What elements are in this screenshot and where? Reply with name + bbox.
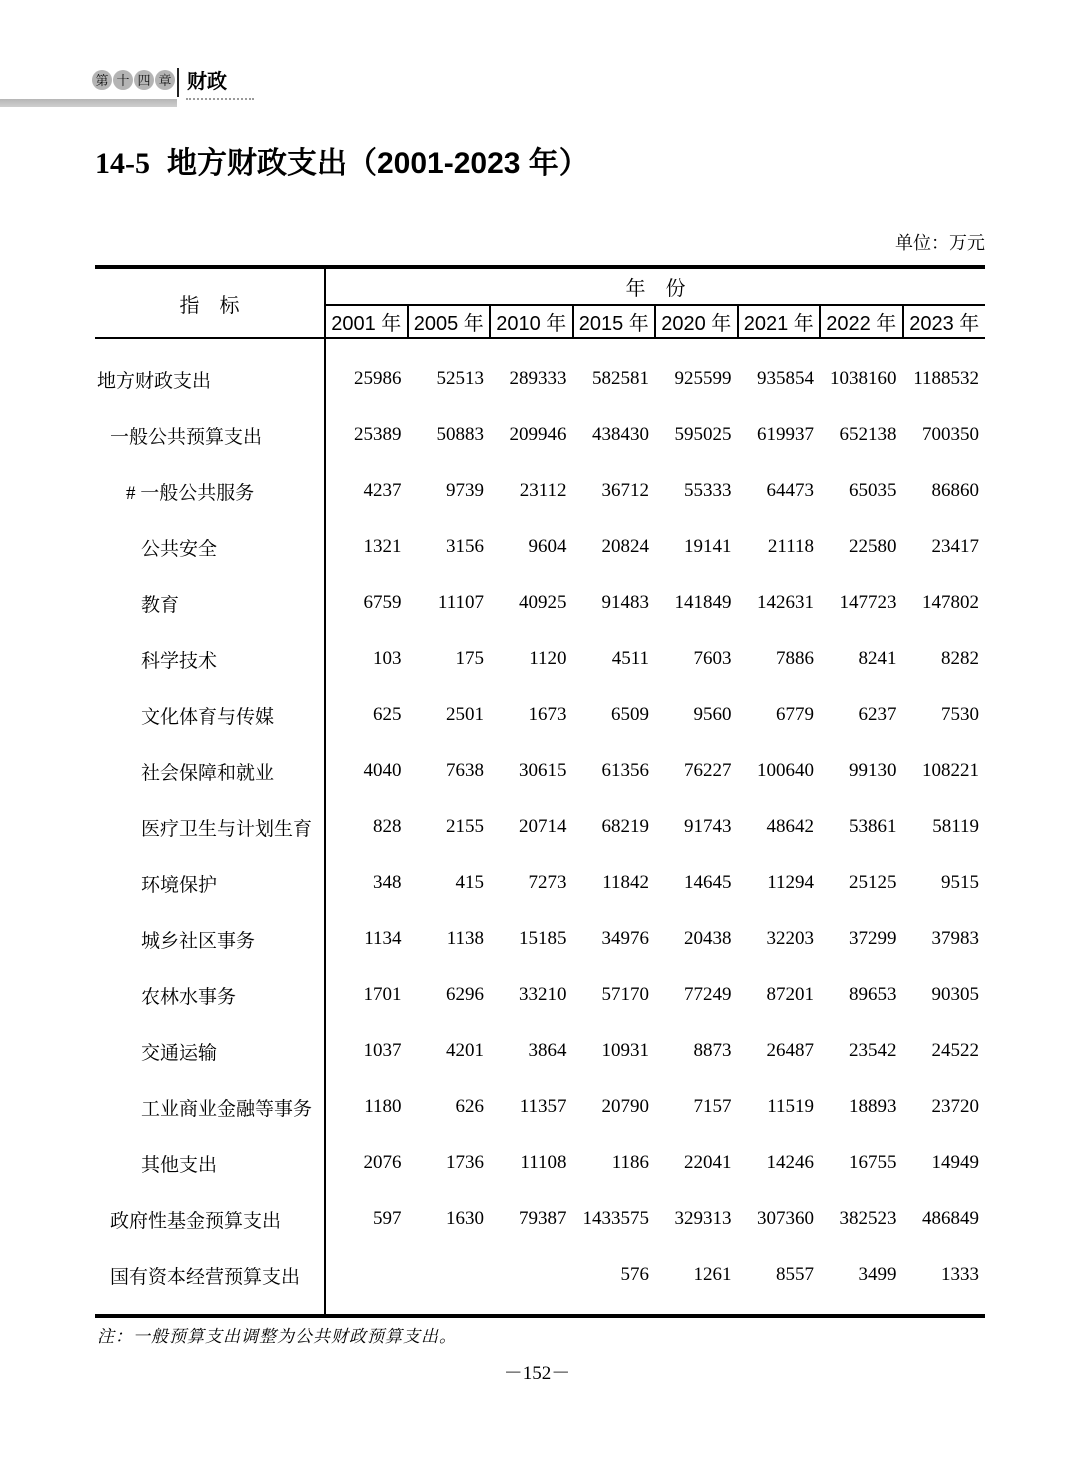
cell-value: 7273 — [528, 872, 567, 893]
cell-value: 1630 — [446, 1208, 484, 1229]
table-row — [95, 631, 985, 687]
cell-value: 3864 — [528, 1040, 567, 1061]
cell-value: 1188532 — [913, 368, 979, 389]
cell-value: 2155 — [446, 816, 484, 837]
table-row — [95, 1191, 985, 1247]
cell-value: 11108 — [520, 1152, 567, 1173]
row-label: 公共安全 — [95, 519, 325, 575]
cell-value: 175 — [455, 648, 484, 669]
cell-value: 57170 — [601, 984, 649, 1005]
cell-value: 582581 — [592, 368, 649, 389]
cell-value: 597 — [373, 1208, 402, 1229]
table-row — [95, 855, 985, 911]
cell-value: 209946 — [509, 424, 567, 445]
cell-value: 4237 — [363, 480, 402, 501]
cell-value: 925599 — [674, 368, 732, 389]
row-label: 城乡社区事务 — [95, 911, 325, 967]
cell-value: 3499 — [858, 1264, 897, 1285]
cell-value: 21118 — [767, 536, 814, 557]
cell-value: 1433575 — [582, 1208, 649, 1229]
cell-value: 9604 — [528, 536, 567, 557]
cell-value: 8557 — [776, 1264, 814, 1285]
cell-value: 329313 — [674, 1208, 732, 1229]
table-row — [95, 1247, 985, 1303]
cell-value: 11519 — [767, 1096, 814, 1117]
cell-value: 91483 — [601, 592, 649, 613]
cell-value: 1186 — [611, 1152, 649, 1173]
cell-value: 52513 — [436, 368, 484, 389]
row-label: # 一般公共服务 — [95, 463, 325, 519]
cell-value: 141849 — [674, 592, 732, 613]
cell-value: 625 — [373, 704, 402, 725]
cell-value: 108221 — [922, 760, 979, 781]
cell-value: 25389 — [354, 424, 402, 445]
table-row — [95, 967, 985, 1023]
cell-value: 19141 — [684, 536, 732, 557]
cell-value: 16755 — [849, 1152, 897, 1173]
cell-value: 3156 — [446, 536, 484, 557]
cell-value — [325, 1247, 408, 1303]
cell-value: 6759 — [363, 592, 402, 613]
cell-value: 8873 — [693, 1040, 732, 1061]
cell-value: 32203 — [766, 928, 814, 949]
cell-value: 9515 — [941, 872, 979, 893]
header-divider — [177, 68, 179, 97]
year-column-header: 2005 年 — [408, 305, 491, 338]
cell-value: 1673 — [528, 704, 567, 725]
cell-value: 595025 — [674, 424, 732, 445]
year-column-header: 2022 年 — [820, 305, 903, 338]
cell-value: 25125 — [849, 872, 897, 893]
cell-value: 2501 — [446, 704, 484, 725]
row-label: 工业商业金融等事务 — [95, 1079, 325, 1135]
cell-value: 8282 — [941, 648, 979, 669]
table-row — [95, 1079, 985, 1135]
row-label: 交通运输 — [95, 1023, 325, 1079]
table-row — [95, 687, 985, 743]
row-label: 教育 — [95, 575, 325, 631]
table-row — [95, 799, 985, 855]
chapter-badge-char: 十 — [113, 70, 133, 90]
cell-value: 36712 — [601, 480, 649, 501]
row-label: 社会保障和就业 — [95, 743, 325, 799]
cell-value: 10931 — [601, 1040, 649, 1061]
cell-value: 626 — [455, 1096, 484, 1117]
cell-value: 37983 — [931, 928, 979, 949]
cell-value: 7638 — [446, 760, 484, 781]
cell-value: 11357 — [519, 1096, 567, 1117]
cell-value: 6237 — [858, 704, 897, 725]
header-row-group — [95, 267, 985, 305]
cell-value: 1701 — [363, 984, 402, 1005]
cell-value: 55333 — [684, 480, 732, 501]
cell-value: 37299 — [849, 928, 897, 949]
cell-value: 14949 — [931, 1152, 979, 1173]
cell-value: 25986 — [354, 368, 402, 389]
year-column-header: 2010 年 — [490, 305, 573, 338]
cell-value: 1038160 — [830, 368, 897, 389]
cell-value: 23542 — [849, 1040, 897, 1061]
cell-value: 20790 — [601, 1096, 649, 1117]
chapter-header-bar — [0, 99, 177, 107]
table-row — [95, 351, 985, 407]
cell-value: 20824 — [601, 536, 649, 557]
cell-value: 9560 — [693, 704, 732, 725]
cell-value: 26487 — [766, 1040, 814, 1061]
section-label: 财政 — [187, 71, 227, 93]
year-column-header: 2021 年 — [738, 305, 821, 338]
row-label: 政府性基金预算支出 — [95, 1191, 325, 1247]
table-number: 14-5 — [95, 147, 150, 180]
table-row — [95, 463, 985, 519]
chapter-badge-char: 四 — [134, 70, 154, 90]
cell-value: 289333 — [509, 368, 567, 389]
cell-value: 11842 — [602, 872, 649, 893]
cell-value: 40925 — [519, 592, 567, 613]
cell-value: 6779 — [776, 704, 814, 725]
cell-value: 14246 — [766, 1152, 814, 1173]
cell-value: 7530 — [941, 704, 979, 725]
cell-value: 8241 — [858, 648, 897, 669]
cell-value: 700350 — [922, 424, 979, 445]
cell-value: 87201 — [766, 984, 814, 1005]
cell-value: 103 — [373, 648, 402, 669]
cell-value: 147723 — [839, 592, 897, 613]
cell-value: 68219 — [601, 816, 649, 837]
cell-value: 48642 — [766, 816, 814, 837]
row-label: 其他支出 — [95, 1135, 325, 1191]
table-row — [95, 519, 985, 575]
page-title — [95, 146, 589, 182]
row-label: 环境保护 — [95, 855, 325, 911]
cell-value: 100640 — [757, 760, 814, 781]
table-row — [95, 743, 985, 799]
cell-value: 1261 — [693, 1264, 732, 1285]
cell-value: 576 — [620, 1264, 649, 1285]
cell-value: 65035 — [849, 480, 897, 501]
cell-value: 348 — [373, 872, 402, 893]
cell-value: 4040 — [363, 760, 402, 781]
cell-value: 619937 — [757, 424, 814, 445]
cell-value: 652138 — [839, 424, 897, 445]
cell-value: 486849 — [922, 1208, 979, 1229]
cell-value: 4511 — [611, 648, 649, 669]
cell-value: 20714 — [519, 816, 567, 837]
table-row — [95, 911, 985, 967]
cell-value: 23720 — [931, 1096, 979, 1117]
spacer-row — [95, 1303, 985, 1316]
cell-value: 79387 — [519, 1208, 567, 1229]
year-column-header: 2020 年 — [655, 305, 738, 338]
row-label: 地方财政支出 — [95, 351, 325, 407]
cell-value: 6296 — [446, 984, 484, 1005]
cell-value: 1134 — [364, 928, 402, 949]
year-group-header: 年 份 — [325, 267, 985, 305]
row-label: 国有资本经营预算支出 — [95, 1247, 325, 1303]
cell-value: 4201 — [446, 1040, 484, 1061]
cell-value: 7886 — [776, 648, 814, 669]
cell-value: 9739 — [446, 480, 484, 501]
row-label: 医疗卫生与计划生育 — [95, 799, 325, 855]
cell-value: 415 — [455, 872, 484, 893]
cell-value: 30615 — [519, 760, 567, 781]
year-column-header: 2023 年 — [903, 305, 986, 338]
chapter-badge — [92, 70, 175, 94]
cell-value: 15185 — [519, 928, 567, 949]
cell-value: 99130 — [849, 760, 897, 781]
cell-value: 6509 — [611, 704, 649, 725]
cell-value: 1120 — [529, 648, 567, 669]
cell-value: 828 — [373, 816, 402, 837]
cell-value: 91743 — [684, 816, 732, 837]
cell-value — [408, 1247, 491, 1303]
cell-value: 11294 — [767, 872, 814, 893]
cell-value: 23417 — [931, 536, 979, 557]
cell-value — [490, 1247, 573, 1303]
row-label: 农林水事务 — [95, 967, 325, 1023]
fiscal-expenditure-table — [95, 265, 985, 1318]
indicator-column-header: 指 标 — [95, 267, 325, 338]
cell-value: 307360 — [757, 1208, 814, 1229]
cell-value: 1037 — [363, 1040, 402, 1061]
cell-value: 7603 — [693, 648, 732, 669]
cell-value: 11107 — [437, 592, 484, 613]
cell-value: 2076 — [363, 1152, 402, 1173]
unit-label: 单位：万元 — [895, 233, 985, 253]
table-row — [95, 407, 985, 463]
cell-value: 18893 — [849, 1096, 897, 1117]
cell-value: 34976 — [601, 928, 649, 949]
chapter-badge-char: 章 — [155, 70, 175, 90]
cell-value: 61356 — [601, 760, 649, 781]
cell-value: 1736 — [446, 1152, 484, 1173]
cell-value: 147802 — [922, 592, 979, 613]
chapter-badge-char: 第 — [92, 70, 112, 90]
cell-value: 33210 — [519, 984, 567, 1005]
cell-value: 14645 — [684, 872, 732, 893]
cell-value: 86860 — [931, 480, 979, 501]
footnote: 注：一般预算支出调整为公共财政预算支出。 — [97, 1327, 457, 1346]
cell-value: 142631 — [757, 592, 814, 613]
spacer-row — [95, 338, 985, 351]
cell-value: 58119 — [932, 816, 979, 837]
row-label: 一般公共预算支出 — [95, 407, 325, 463]
cell-value: 50883 — [436, 424, 484, 445]
year-column-header: 2015 年 — [573, 305, 656, 338]
cell-value: 64473 — [766, 480, 814, 501]
cell-value: 7157 — [693, 1096, 732, 1117]
table-row — [95, 575, 985, 631]
cell-value: 53861 — [849, 816, 897, 837]
row-label: 科学技术 — [95, 631, 325, 687]
cell-value: 77249 — [684, 984, 732, 1005]
row-label: 文化体育与传媒 — [95, 687, 325, 743]
cell-value: 935854 — [757, 368, 814, 389]
cell-value: 22041 — [684, 1152, 732, 1173]
cell-value: 20438 — [684, 928, 732, 949]
cell-value: 22580 — [849, 536, 897, 557]
table-row — [95, 1135, 985, 1191]
cell-value: 1321 — [363, 536, 402, 557]
cell-value: 1180 — [364, 1096, 402, 1117]
cell-value: 1138 — [446, 928, 484, 949]
table-row — [95, 1023, 985, 1079]
year-column-header: 2001 年 — [325, 305, 408, 338]
cell-value: 90305 — [931, 984, 979, 1005]
cell-value: 382523 — [839, 1208, 897, 1229]
cell-value: 24522 — [931, 1040, 979, 1061]
section-underline — [186, 98, 254, 100]
table-title-text: 地方财政支出（2001-2023 年） — [167, 147, 589, 180]
cell-value: 23112 — [519, 480, 567, 501]
page-number: －152－ — [503, 1363, 571, 1384]
cell-value: 438430 — [592, 424, 649, 445]
cell-value: 76227 — [684, 760, 732, 781]
cell-value: 1333 — [941, 1264, 979, 1285]
cell-value: 89653 — [849, 984, 897, 1005]
